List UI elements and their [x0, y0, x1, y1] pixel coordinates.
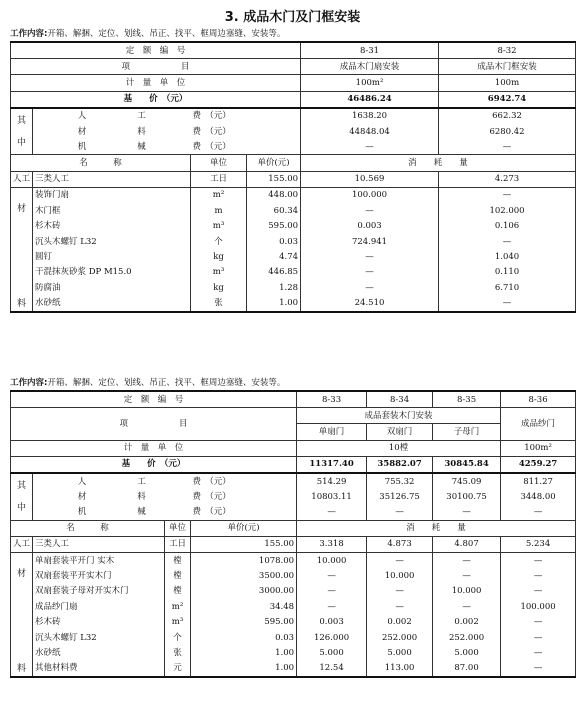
base-price: 46486.24 [301, 91, 439, 108]
consumption-value: — [501, 552, 576, 568]
resource-unit: 樘 [165, 584, 191, 599]
fee-unit: 费 （元） [191, 489, 297, 504]
labor-fee: 811.27 [501, 473, 576, 489]
resource-price: 1078.00 [191, 552, 297, 568]
resource-price: 60.34 [247, 203, 301, 218]
material-category-char-2: 料 [16, 298, 26, 309]
base-price-label: 基 价 （元） [11, 456, 297, 473]
resource-price: 1.00 [191, 645, 297, 660]
consumption-value: 5.000 [297, 645, 367, 660]
consumption-value: 0.002 [367, 614, 433, 629]
consumption-value: — [501, 645, 576, 660]
consumption-header: 消 耗 量 [297, 520, 576, 536]
item-group-name: 成品套装木门安装 [297, 408, 501, 424]
consumption-value: 1.040 [439, 249, 576, 264]
unit-label: 计 量 单 位 [11, 440, 297, 456]
material-category-char-2: 料 [16, 664, 26, 675]
resource-unit: 樘 [165, 568, 191, 583]
resource-price: 0.03 [191, 630, 297, 645]
material-row [11, 584, 576, 599]
resource-unit: 张 [191, 295, 247, 311]
resource-price: 446.85 [247, 265, 301, 280]
item-row [11, 59, 576, 75]
labor-category: 人工 [11, 536, 33, 552]
resource-name: 圆钉 [33, 249, 191, 264]
labor-fee: 662.32 [439, 108, 576, 124]
consumption-value: 0.002 [433, 614, 501, 629]
work-content-label: 工作内容: [10, 29, 48, 39]
consumption-value: 5.234 [501, 536, 576, 552]
base-price: 6942.74 [439, 91, 576, 108]
quota-code-label: 定 额 编 号 [11, 42, 301, 59]
material-fee-row [11, 489, 576, 504]
material-fee: 30100.75 [433, 489, 501, 504]
resource-unit: 个 [165, 630, 191, 645]
fee-unit: 费 （元） [191, 504, 297, 520]
consumption-value: — [433, 599, 501, 614]
consumption-value: 0.003 [297, 614, 367, 629]
work-content-1 [10, 27, 285, 39]
resource-name: 干混抹灰砂浆 DP M15.0 [33, 265, 191, 280]
consumption-value: 10.000 [433, 584, 501, 599]
unit-value: 10樘 [297, 440, 501, 456]
labor-fee: 755.32 [367, 473, 433, 489]
labor-fee-row [11, 473, 576, 489]
resource-price: 1.28 [247, 280, 301, 295]
base-price: 4259.27 [501, 456, 576, 473]
material-row [11, 218, 576, 233]
resource-unit: m³ [191, 265, 247, 280]
fee-unit: 费 （元） [191, 108, 301, 124]
material-row [11, 203, 576, 218]
quota-code: 8-31 [301, 42, 439, 59]
quota-code: 8-32 [439, 42, 576, 59]
quota-code-row [11, 42, 576, 59]
fee-unit: 费 （元） [191, 473, 297, 489]
labor-category: 人工 [11, 171, 33, 187]
resource-unit: m³ [165, 614, 191, 629]
section-title: 3. 成品木门及门框安装 [224, 10, 361, 25]
resource-unit: 工日 [165, 536, 191, 552]
resource-name: 其他材料费 [33, 661, 165, 677]
material-category [11, 552, 33, 677]
material-row [11, 249, 576, 264]
consumption-value: — [301, 249, 439, 264]
consumption-value: — [433, 568, 501, 583]
of-which-label [11, 473, 33, 520]
material-category [11, 187, 33, 312]
base-price-label: 基 价 （元） [11, 91, 301, 108]
material-row [11, 234, 576, 249]
resource-name: 单扇套装平开门 实木 [33, 552, 165, 568]
material-rows [11, 552, 576, 677]
quota-code-row [11, 391, 576, 408]
resource-unit: m² [165, 599, 191, 614]
consumption-header-row [11, 520, 576, 536]
consumption-value: 724.941 [301, 234, 439, 249]
consumption-value: 3.318 [297, 536, 367, 552]
work-content-text: 开箱、解捆、定位、划线、吊正、找平、框周边塞缝、安装等。 [47, 29, 286, 39]
consumption-header: 消 耗 量 [301, 155, 576, 171]
resource-price: 4.74 [247, 249, 301, 264]
machine-fee-label: 机 械 [33, 504, 191, 520]
resource-price: 3500.00 [191, 568, 297, 583]
consumption-value: — [297, 568, 367, 583]
resource-unit: 个 [191, 234, 247, 249]
base-price: 30845.84 [433, 456, 501, 473]
name-header: 名 称 [11, 155, 191, 171]
quota-code: 8-33 [297, 391, 367, 408]
work-content-text: 开箱、解捆、定位、划线、吊正、找平、框周边塞缝、安装等。 [47, 378, 286, 388]
item-name: 成品木门框安装 [439, 59, 576, 75]
price-header: 单价(元) [191, 520, 297, 536]
material-row [11, 599, 576, 614]
machine-fee: — [433, 504, 501, 520]
material-category-char-1: 材 [16, 203, 26, 214]
resource-price: 1.00 [191, 661, 297, 677]
material-row [11, 645, 576, 660]
resource-name: 三类人工 [33, 171, 191, 187]
unit-header: 单位 [165, 520, 191, 536]
base-price: 35882.07 [367, 456, 433, 473]
consumption-value: — [301, 265, 439, 280]
consumption-value: 24.510 [301, 295, 439, 311]
price-header: 单价(元) [247, 155, 301, 171]
consumption-value: — [367, 552, 433, 568]
item-sub-name: 双扇门 [367, 424, 433, 440]
resource-unit: 樘 [165, 552, 191, 568]
material-fee: 35126.75 [367, 489, 433, 504]
quota-code-label: 定 额 编 号 [11, 391, 297, 408]
machine-fee-row [11, 139, 576, 155]
material-row [11, 280, 576, 295]
material-fee: 10803.11 [297, 489, 367, 504]
consumption-value: 5.000 [433, 645, 501, 660]
base-price-row [11, 456, 576, 473]
consumption-value: 0.110 [439, 265, 576, 280]
consumption-header-row [11, 155, 576, 171]
labor-consumption-row [11, 171, 576, 187]
material-row [11, 552, 576, 568]
machine-fee: — [501, 504, 576, 520]
consumption-value: — [501, 661, 576, 677]
work-content-2 [10, 376, 285, 388]
resource-name: 杉木砖 [33, 218, 191, 233]
resource-unit: 张 [165, 645, 191, 660]
consumption-value: 0.106 [439, 218, 576, 233]
machine-fee-label: 机 械 [33, 139, 191, 155]
machine-fee-row [11, 504, 576, 520]
unit-row [11, 75, 576, 91]
quota-table-8-33-8-36 [10, 390, 576, 678]
resource-unit: m [191, 203, 247, 218]
consumption-value: — [367, 584, 433, 599]
material-row [11, 614, 576, 629]
material-fee-label: 材 料 [33, 124, 191, 139]
of-which-char-1: 其 [16, 115, 26, 126]
resource-price: 595.00 [247, 218, 301, 233]
quota-code: 8-35 [433, 391, 501, 408]
consumption-value: — [301, 280, 439, 295]
resource-name: 双扇套装子母对开实木门 [33, 584, 165, 599]
resource-name: 成品纱门扇 [33, 599, 165, 614]
item-sub-name: 子母门 [433, 424, 501, 440]
labor-fee: 514.29 [297, 473, 367, 489]
resource-name: 水砂纸 [33, 295, 191, 311]
machine-fee: — [439, 139, 576, 155]
consumption-value: 113.00 [367, 661, 433, 677]
consumption-value: — [297, 599, 367, 614]
base-price: 11317.40 [297, 456, 367, 473]
quota-table-8-31-8-32 [10, 41, 576, 313]
material-row [11, 265, 576, 280]
unit-header: 单位 [191, 155, 247, 171]
resource-unit: kg [191, 280, 247, 295]
material-fee: 44848.04 [301, 124, 439, 139]
consumption-value: 0.003 [301, 218, 439, 233]
material-rows [11, 187, 576, 312]
resource-name: 水砂纸 [33, 645, 165, 660]
consumption-value: 4.273 [439, 171, 576, 187]
resource-name: 沉头木螺钉 L32 [33, 630, 165, 645]
consumption-value: 6.710 [439, 280, 576, 295]
consumption-value: 252.000 [433, 630, 501, 645]
consumption-value: — [439, 187, 576, 203]
item-label: 项 目 [11, 59, 301, 75]
material-row [11, 568, 576, 583]
resource-name: 杉木砖 [33, 614, 165, 629]
resource-price: 34.48 [191, 599, 297, 614]
item-label: 项 目 [11, 408, 297, 440]
material-row [11, 661, 576, 677]
unit-label: 计 量 单 位 [11, 75, 301, 91]
labor-fee: 745.09 [433, 473, 501, 489]
unit-value: 100m² [301, 75, 439, 91]
unit-value: 100m [439, 75, 576, 91]
quota-code: 8-34 [367, 391, 433, 408]
consumption-value: — [501, 614, 576, 629]
resource-name: 三类人工 [33, 536, 165, 552]
labor-fee: 1638.20 [301, 108, 439, 124]
resource-unit: 元 [165, 661, 191, 677]
item-group-row [11, 408, 576, 424]
resource-name: 装饰门扇 [33, 187, 191, 203]
labor-fee-row [11, 108, 576, 124]
labor-fee-label: 人 工 [33, 108, 191, 124]
resource-unit: kg [191, 249, 247, 264]
consumption-value: 87.00 [433, 661, 501, 677]
fee-unit: 费 （元） [191, 124, 301, 139]
resource-name: 双扇套装平开实木门 [33, 568, 165, 583]
resource-price: 595.00 [191, 614, 297, 629]
item-sub-name: 单扇门 [297, 424, 367, 440]
material-category-char-1: 材 [16, 568, 26, 579]
consumption-value: 10.569 [301, 171, 439, 187]
consumption-value: 100.000 [501, 599, 576, 614]
resource-name: 防腐油 [33, 280, 191, 295]
consumption-value: 102.000 [439, 203, 576, 218]
machine-fee: — [367, 504, 433, 520]
resource-name: 木门框 [33, 203, 191, 218]
resource-unit: 工日 [191, 171, 247, 187]
of-which-char-2: 中 [16, 137, 26, 148]
resource-price: 448.00 [247, 187, 301, 203]
consumption-value: 10.000 [297, 552, 367, 568]
consumption-value: — [501, 584, 576, 599]
consumption-value: — [439, 295, 576, 311]
material-fee-row [11, 124, 576, 139]
work-content-label: 工作内容: [10, 378, 48, 388]
labor-consumption-row [11, 536, 576, 552]
resource-unit: m² [191, 187, 247, 203]
material-row [11, 187, 576, 203]
consumption-value: 4.807 [433, 536, 501, 552]
material-row [11, 295, 576, 311]
consumption-value: 252.000 [367, 630, 433, 645]
consumption-value: 10.000 [367, 568, 433, 583]
of-which-char-2: 中 [16, 502, 26, 513]
consumption-value: 12.54 [297, 661, 367, 677]
consumption-value: — [439, 234, 576, 249]
consumption-value: — [367, 599, 433, 614]
consumption-value: 5.000 [367, 645, 433, 660]
fee-unit: 费 （元） [191, 139, 301, 155]
of-which-char-1: 其 [16, 480, 26, 491]
material-row [11, 630, 576, 645]
resource-price: 155.00 [191, 536, 297, 552]
material-fee: 6280.42 [439, 124, 576, 139]
labor-fee-label: 人 工 [33, 473, 191, 489]
unit-value: 100m² [501, 440, 576, 456]
consumption-value: — [301, 203, 439, 218]
consumption-value: 4.873 [367, 536, 433, 552]
base-price-row [11, 91, 576, 108]
material-fee: 3448.00 [501, 489, 576, 504]
resource-price: 3000.00 [191, 584, 297, 599]
quota-code: 8-36 [501, 391, 576, 408]
machine-fee: — [297, 504, 367, 520]
resource-unit: m³ [191, 218, 247, 233]
resource-price: 1.00 [247, 295, 301, 311]
consumption-value: — [501, 630, 576, 645]
resource-price: 155.00 [247, 171, 301, 187]
item-name: 成品纱门 [501, 408, 576, 440]
name-header: 名 称 [11, 520, 165, 536]
item-name: 成品木门扇安装 [301, 59, 439, 75]
resource-price: 0.03 [247, 234, 301, 249]
consumption-value: — [501, 568, 576, 583]
consumption-value: — [433, 552, 501, 568]
consumption-value: — [297, 584, 367, 599]
consumption-value: 126.000 [297, 630, 367, 645]
machine-fee: — [301, 139, 439, 155]
unit-row [11, 440, 576, 456]
of-which-label [11, 108, 33, 155]
material-fee-label: 材 料 [33, 489, 191, 504]
resource-name: 沉头木螺钉 L32 [33, 234, 191, 249]
consumption-value: 100.000 [301, 187, 439, 203]
